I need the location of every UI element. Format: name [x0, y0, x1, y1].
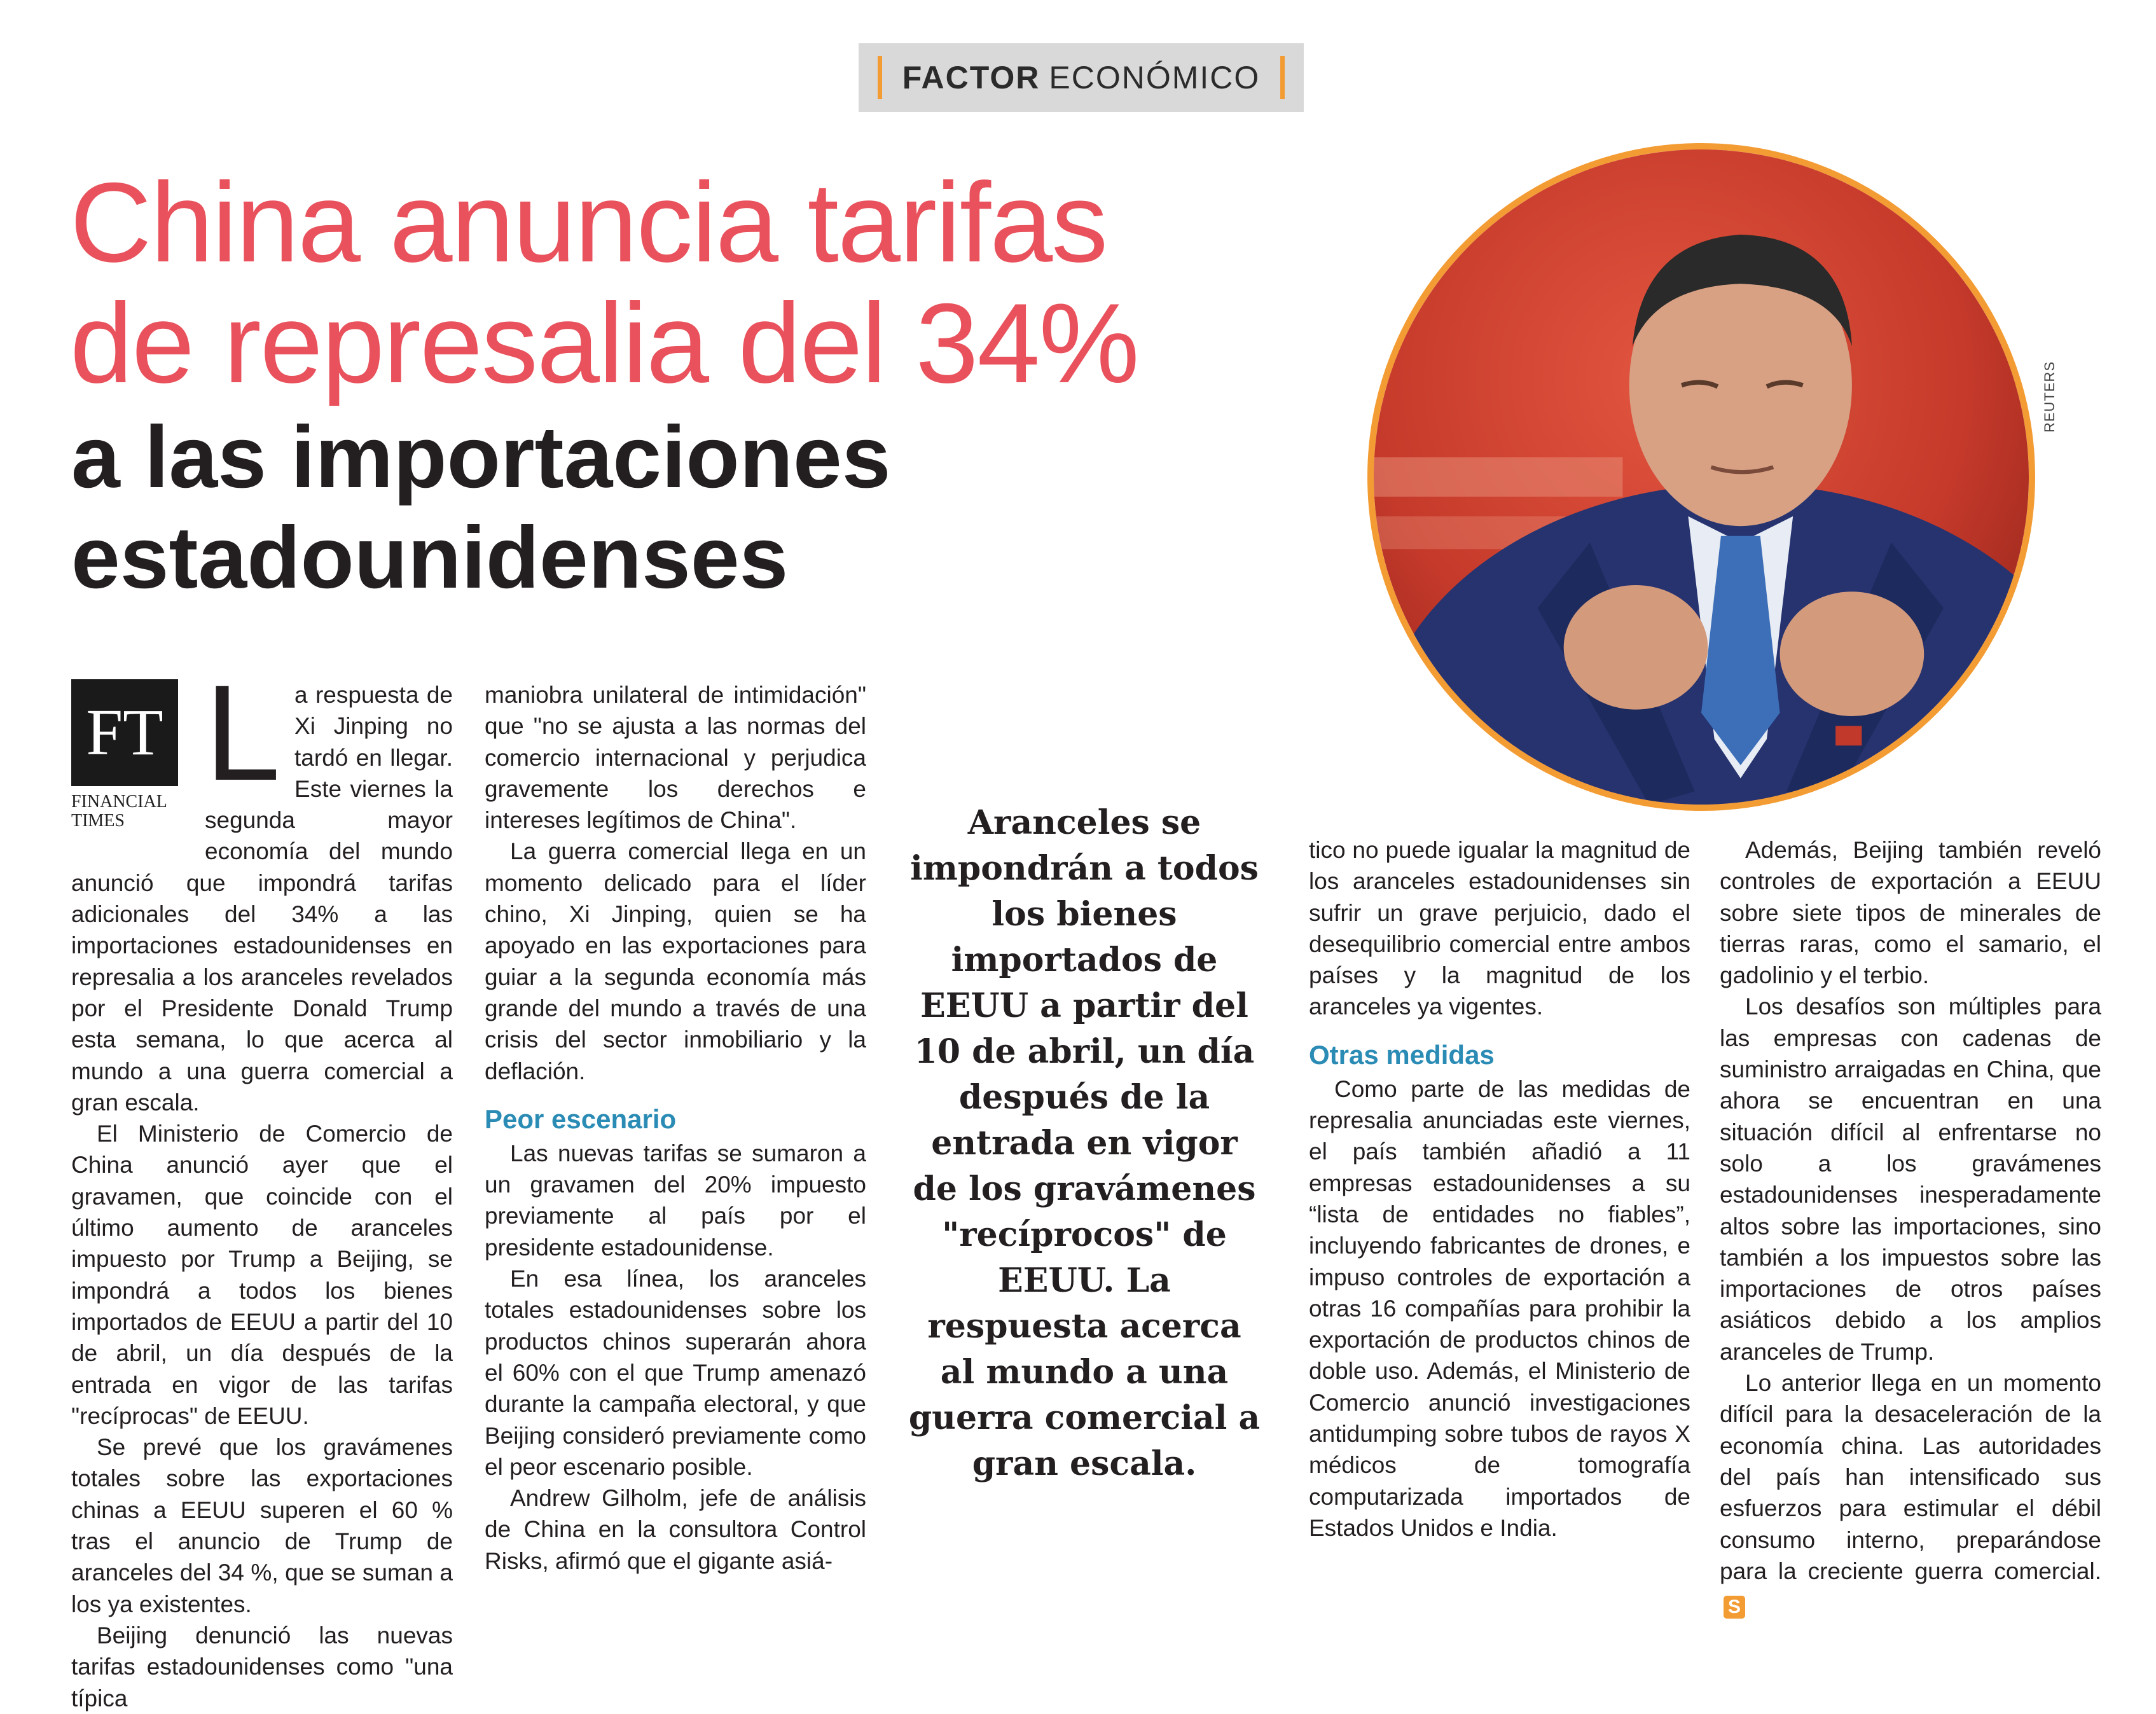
- paragraph: El Ministerio de Comercio de China anunció ayer que el gravamen, que coincide con el último aumento de aranceles impuesto por Trump a Beijing, se impondrá a todos los bienes importados de EEUU a partir del 10 de abril, un día después de la entrada en vigor de las tarifas "recíprocas" de EEUU.: [71, 1121, 453, 1429]
- section-tab: [859, 43, 1304, 112]
- headline-black-line-1: a las importaciones: [71, 408, 891, 506]
- paragraph: En esa línea, los aranceles totales estadounidenses sobre los productos chinos superarán ahora el 60% con el que Trump amenazó durante la campaña electoral, y que Beijing consideró previamente como el peor escenario posible.: [485, 1266, 866, 1480]
- paragraph: Beijing denunció las nuevas tarifas estadounidenses como "una típica: [71, 1622, 453, 1711]
- paragraph: La guerra comercial llega en un momento delicado para el líder chino, Xi Jinping, quien se ha apoyado en las exportaciones para guiar a la segunda economía más grande del mundo a través de una crisis del sector inmobiliario y la deflación.: [485, 838, 866, 1084]
- paragraph: Los desafíos son múltiples para las empresas con cadenas de suministro arraigadas en China, que ahora se encuentran en una situación difícil al enfrentarse no solo a los gravámenes estadounidenses inesperadamente altos sobre las importaciones, sino también a los impuestos sobre las importaciones de otros países asiáticos debido a los amplios aranceles de Trump.: [1720, 993, 2101, 1365]
- article-column-2: [485, 679, 866, 1577]
- ft-logo-name-line-1: FINANCIAL: [71, 792, 167, 812]
- headline-black: [71, 407, 1152, 608]
- article-column-4: [1720, 834, 2101, 1619]
- paragraph: tico no puede igualar la magnitud de los aranceles estadounidenses sin sufrir un grave perjuicio, dado el desequilibrio comercial entre ambos países y la magnitud de los aranceles ya vigentes.: [1309, 837, 1690, 1020]
- paragraph: Como parte de las medidas de represalia anunciadas este viernes, el país también añadió a 11 empresas estadounidenses a su “lista de entidades no fiables”, incluyendo fabricantes de drones, e impuso controles de exportación a otras 16 compañías para prohibir la exportación de productos chinos de doble uso. Además, el Ministerio de Comercio anunció investigaciones antidumping sobre tubos de rayos X médicos de tomografía computarizada importados de Estados Unidos e India.: [1309, 1075, 1690, 1541]
- headline-red: [70, 159, 1189, 406]
- ft-logo-name: [71, 792, 179, 831]
- article-column-1: [71, 657, 453, 1714]
- portrait-illustration: [1374, 149, 2029, 805]
- portrait-photo: [1367, 143, 2035, 811]
- paragraph: Además, Beijing también reveló controles de exportación a EEUU sobre siete tipos de minerales de tierras raras, como el samario, el gadolinio y el terbio.: [1720, 837, 2101, 989]
- headline-black-line-2: estadounidenses: [71, 509, 789, 607]
- paragraph-text: Lo anterior llega en un momento difícil para la desaceleración de la economía china. Las autoridades del país han intensificado sus esfuerzos para estimular el débil consumo interno, preparándose para la creciente guerra comercial.: [1720, 1370, 2101, 1584]
- ft-logo: [71, 679, 179, 831]
- headline-red-line-2: de represalia del 34%: [70, 280, 1138, 406]
- headline-red-line-1: China anuncia tarifas: [70, 159, 1107, 286]
- section-tab-left-bar: [878, 56, 882, 99]
- end-mark-icon: S: [1724, 1596, 1745, 1619]
- ft-logo-initials: FT: [71, 679, 178, 786]
- paragraph: Andrew Gilholm, jefe de análisis de China en la consultora Control Risks, afirmó que el gigante asiá-: [485, 1485, 866, 1574]
- photo-credit: REUTERS: [2042, 361, 2057, 432]
- subhead-peor-escenario: Peor escenario: [485, 1103, 677, 1134]
- ft-logo-name-line-2: TIMES: [71, 811, 125, 831]
- subhead-otras-medidas: Otras medidas: [1309, 1039, 1495, 1070]
- section-label-strong: FACTOR: [902, 60, 1040, 95]
- section-tab-right-bar: [1280, 56, 1285, 99]
- paragraph: Se prevé que los gravámenes totales sobre las exportaciones chinas a EEUU superen el 60 % tras el anuncio de Trump de aranceles del 34 %, que se suman a los ya existentes.: [71, 1434, 453, 1617]
- paragraph: a respuesta de Xi Jinping no tardó en llegar. Este viernes la segunda mayor economía del mundo anunció que impondrá tarifas adicionales del 34% a las importaciones estadounidenses en represalia a los aranceles revelados por el Presidente Donald Trump esta semana, lo que acerca al mundo a una guerra comercial a gran escala.: [71, 682, 453, 1116]
- section-label-light: ECONÓMICO: [1049, 60, 1261, 95]
- drop-cap: L: [205, 657, 281, 809]
- pull-quote: Aranceles se impondrán a todos los bienes importados de EEUU a partir del 10 de abril, un día después de la entrada en vigor de los gravámenes "recíprocos" de EEUU. La respuesta acerca al mundo a una guerra comercial a gran escala.: [908, 803, 1261, 1483]
- paragraph: maniobra unilateral de intimidación" que "no se ajusta a las normas del comercio internacional y perjudica gravemente los derechos e intereses legítimos de China".: [485, 682, 866, 834]
- article-column-3: [1309, 834, 1690, 1544]
- paragraph: [1720, 1367, 2101, 1619]
- paragraph: Las nuevas tarifas se sumaron a un gravamen del 20% impuesto previamente al país por el presidente estadounidense.: [485, 1140, 866, 1261]
